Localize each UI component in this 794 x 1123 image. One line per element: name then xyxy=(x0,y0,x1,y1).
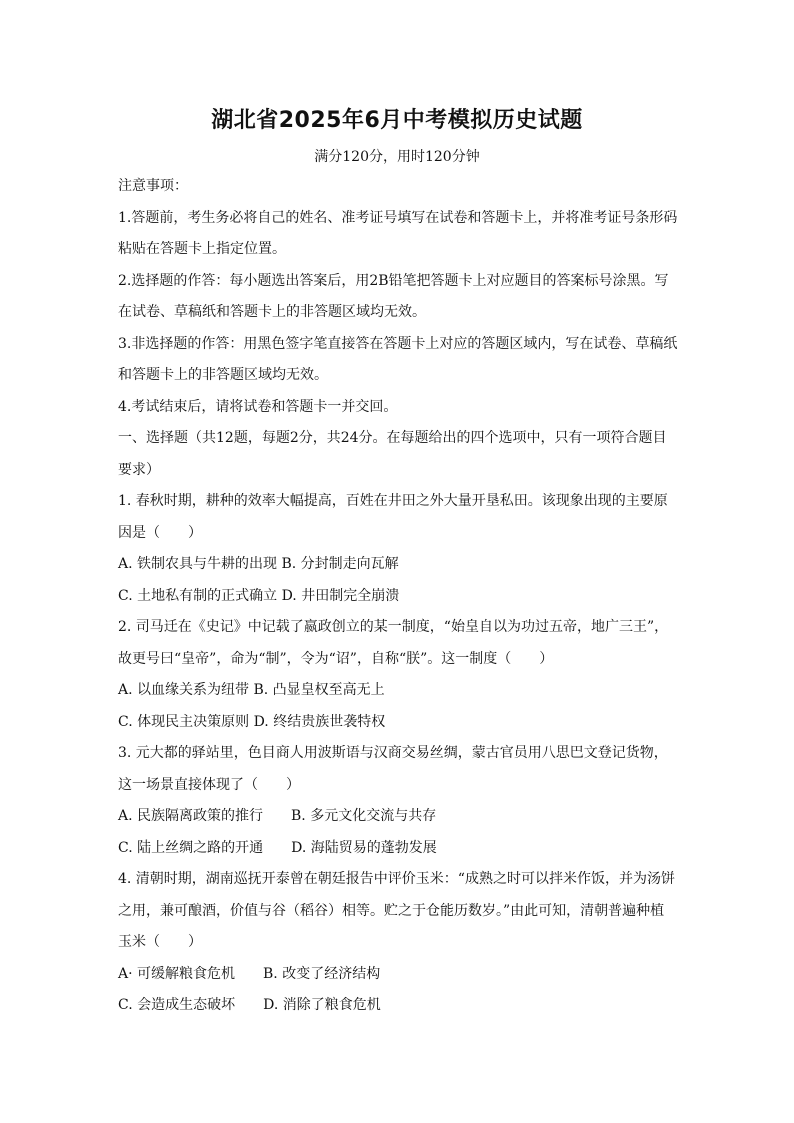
question-stem-line: 4. 清朝时期，湖南巡抚开泰曾在朝廷报告中评价玉米：“成熟之时可以拌米作饭，并为汤饼 xyxy=(118,871,675,887)
notice-line: 3.非选择题的作答：用黑色签字笔直接答在答题卡上对应的答题区域内，写在试卷、草稿纸 xyxy=(118,335,678,352)
section-heading-line: 一、选择题（共12题，每题2分，共24分。在每题给出的四个选项中，只有一项符合题目 xyxy=(118,430,667,446)
question-stem-line: 之用，兼可酿酒，价值与谷（稻谷）相等。贮之于仓能历数岁。”由此可知，清朝普遍种植 xyxy=(118,902,665,919)
question-stem-line: 3. 元大都的驿站里，色目商人用波斯语与汉商交易丝绸，蒙古官员用八思巴文登记货物， xyxy=(118,745,668,761)
notice-line: 和答题卡上的非答题区域均无效。 xyxy=(118,367,328,383)
question-4 xyxy=(118,864,678,1022)
question-option-line: A· 可缓解粮食危机 B. 改变了经济结构 xyxy=(118,965,381,982)
section-heading-line: 要求） xyxy=(118,461,160,478)
question-stem-line: 故更号曰“皇帝”，命为“制”，令为“诏”，自称“朕”。这一制度（ ） xyxy=(118,650,554,667)
notice-heading: 注意事项： xyxy=(118,178,188,194)
question-3 xyxy=(118,738,678,864)
question-option-line: C. 陆上丝绸之路的开通 D. 海陆贸易的蓬勃发展 xyxy=(118,839,437,856)
question-option-line: C. 体现民主决策原则 D. 终结贵族世袭特权 xyxy=(118,713,386,730)
question-stem-line: 因是（ ） xyxy=(118,524,202,541)
notice-line: 1.答题前，考生务必将自己的姓名、准考证号填写在试卷和答题卡上，并将准考证号条形码 xyxy=(118,209,678,226)
exam-title: 湖北省2025年6月中考模拟历史试题 xyxy=(211,108,583,133)
question-option-line: A. 以血缘关系为纽带 B. 凸显皇权至高无上 xyxy=(118,682,385,698)
question-option-line: A. 民族隔离政策的推行 B. 多元文化交流与共存 xyxy=(118,808,437,824)
question-stem-line: 1. 春秋时期，耕种的效率大幅提高，百姓在井田之外大量开垦私田。该现象出现的主要原 xyxy=(118,493,668,509)
question-option-line: A. 铁制农具与牛耕的出现 B. 分封制走向瓦解 xyxy=(118,556,399,572)
question-option-line: C. 土地私有制的正式确立 D. 井田制完全崩溃 xyxy=(118,587,400,604)
section-heading xyxy=(118,423,678,486)
question-stem-line: 2. 司马迁在《史记》中记载了嬴政创立的某一制度，“始皇自以为功过五帝，地广三王”， xyxy=(118,619,669,635)
question-1 xyxy=(118,486,678,612)
notice-block xyxy=(118,171,678,423)
notice-line: 粘贴在答题卡上指定位置。 xyxy=(118,241,286,257)
question-option-line: C. 会造成生态破坏 D. 消除了粮食危机 xyxy=(118,997,381,1013)
notice-line: 2.选择题的作答：每小题选出答案后，用2B铅笔把答题卡上对应题目的答案标号涂黑。写 xyxy=(118,272,669,289)
notice-line: 4.考试结束后，请将试卷和答题卡一并交回。 xyxy=(118,398,398,415)
notice-line: 在试卷、草稿纸和答题卡上的非答题区域均无效。 xyxy=(118,304,426,320)
exam-body xyxy=(118,171,678,1022)
question-2 xyxy=(118,612,678,738)
question-stem-line: 这一场景直接体现了（ ） xyxy=(118,776,300,793)
exam-subtitle: 满分120分，用时120分钟 xyxy=(314,149,480,165)
question-stem-line: 玉米（ ） xyxy=(118,934,202,950)
